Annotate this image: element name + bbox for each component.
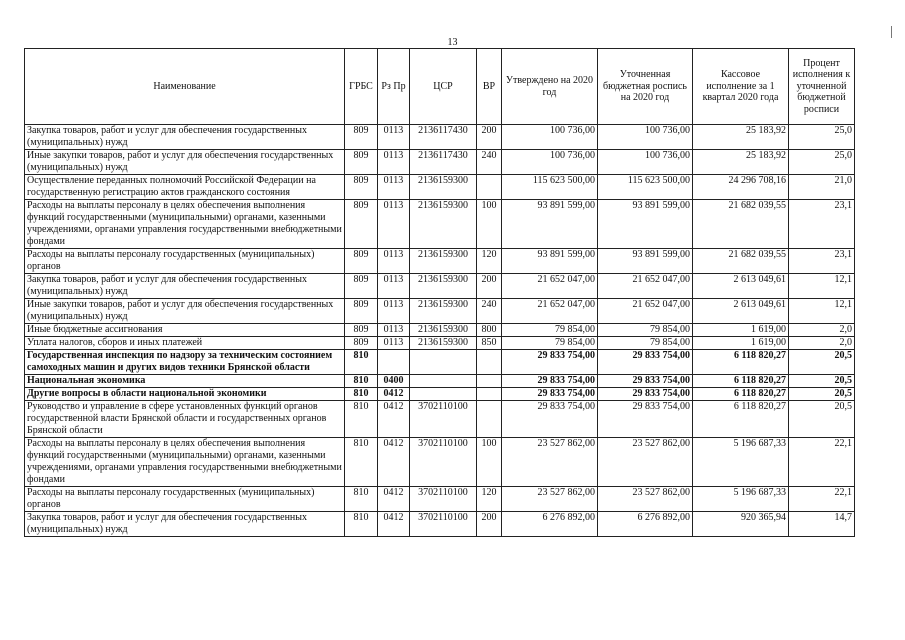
header-approved: Утверждено на 2020 год <box>502 49 598 125</box>
cell-name: Государственная инспекция по надзору за техническим состоянием самоходных машин и других видов техники Брянской области <box>25 350 345 375</box>
cell-vr <box>477 401 502 438</box>
table-row <box>25 388 855 401</box>
cell-name: Закупка товаров, работ и услуг для обеспечения государственных (муниципальных) нужд <box>25 512 345 537</box>
cell-cash: 6 118 820,27 <box>693 388 789 401</box>
cell-rzpr: 0113 <box>378 125 410 150</box>
cell-percent: 22,1 <box>789 438 855 487</box>
table-row <box>25 438 855 487</box>
cell-csr: 3702110100 <box>410 512 477 537</box>
cell-approved: 93 891 599,00 <box>502 249 598 274</box>
cell-rzpr: 0412 <box>378 512 410 537</box>
cell-vr <box>477 375 502 388</box>
cell-percent: 2,0 <box>789 324 855 337</box>
table-row <box>25 401 855 438</box>
cell-csr <box>410 388 477 401</box>
cell-name: Иные закупки товаров, работ и услуг для обеспечения государственных (муниципальных) нужд <box>25 150 345 175</box>
cell-refined: 29 833 754,00 <box>598 401 693 438</box>
cell-vr: 850 <box>477 337 502 350</box>
cell-refined: 23 527 862,00 <box>598 438 693 487</box>
cell-grbs: 809 <box>345 249 378 274</box>
cell-approved: 23 527 862,00 <box>502 438 598 487</box>
cell-rzpr: 0113 <box>378 200 410 249</box>
header-grbs: ГРБС <box>345 49 378 125</box>
cell-vr <box>477 175 502 200</box>
cell-percent: 21,0 <box>789 175 855 200</box>
table-row <box>25 150 855 175</box>
cell-approved: 21 652 047,00 <box>502 274 598 299</box>
table-row <box>25 487 855 512</box>
cell-refined: 21 652 047,00 <box>598 299 693 324</box>
cell-vr <box>477 350 502 375</box>
cell-cash: 6 118 820,27 <box>693 350 789 375</box>
cell-csr: 2136117430 <box>410 125 477 150</box>
cell-vr: 120 <box>477 249 502 274</box>
cell-grbs: 810 <box>345 375 378 388</box>
cell-vr: 100 <box>477 438 502 487</box>
cell-percent: 12,1 <box>789 299 855 324</box>
cell-percent: 25,0 <box>789 125 855 150</box>
cell-name: Закупка товаров, работ и услуг для обеспечения государственных (муниципальных) нужд <box>25 274 345 299</box>
cell-csr: 2136159300 <box>410 299 477 324</box>
cell-csr: 2136159300 <box>410 337 477 350</box>
cell-refined: 29 833 754,00 <box>598 388 693 401</box>
page-number: 13 <box>447 37 458 48</box>
cell-cash: 1 619,00 <box>693 337 789 350</box>
cell-vr: 200 <box>477 125 502 150</box>
cell-rzpr: 0113 <box>378 337 410 350</box>
cell-rzpr: 0113 <box>378 274 410 299</box>
cell-refined: 29 833 754,00 <box>598 375 693 388</box>
cell-approved: 29 833 754,00 <box>502 388 598 401</box>
cell-refined: 21 652 047,00 <box>598 274 693 299</box>
cell-vr: 200 <box>477 512 502 537</box>
header-refined: Уточненная бюджетная роспись на 2020 год <box>598 49 693 125</box>
table-row <box>25 337 855 350</box>
cell-rzpr: 0412 <box>378 438 410 487</box>
cell-rzpr: 0412 <box>378 401 410 438</box>
cell-grbs: 810 <box>345 438 378 487</box>
cell-approved: 29 833 754,00 <box>502 350 598 375</box>
table-row <box>25 324 855 337</box>
cell-approved: 79 854,00 <box>502 337 598 350</box>
cell-rzpr: 0113 <box>378 150 410 175</box>
cell-grbs: 809 <box>345 125 378 150</box>
cell-cash: 21 682 039,55 <box>693 249 789 274</box>
cell-cash: 2 613 049,61 <box>693 274 789 299</box>
cell-grbs: 809 <box>345 299 378 324</box>
cell-cash: 21 682 039,55 <box>693 200 789 249</box>
cell-refined: 79 854,00 <box>598 337 693 350</box>
cell-cash: 2 613 049,61 <box>693 299 789 324</box>
cell-rzpr: 0113 <box>378 299 410 324</box>
cell-cash: 25 183,92 <box>693 150 789 175</box>
table-row <box>25 512 855 537</box>
table-row <box>25 350 855 375</box>
cell-approved: 100 736,00 <box>502 150 598 175</box>
cell-name: Другие вопросы в области национальной экономики <box>25 388 345 401</box>
cell-name: Осуществление переданных полномочий Российской Федерации на государственную регистрацию актов гражданского состояния <box>25 175 345 200</box>
cell-refined: 100 736,00 <box>598 125 693 150</box>
cell-name: Расходы на выплаты персоналу государственных (муниципальных) органов <box>25 487 345 512</box>
cell-csr: 3702110100 <box>410 401 477 438</box>
cell-approved: 21 652 047,00 <box>502 299 598 324</box>
cell-cash: 24 296 708,16 <box>693 175 789 200</box>
cell-grbs: 810 <box>345 487 378 512</box>
cell-name: Закупка товаров, работ и услуг для обеспечения государственных (муниципальных) нужд <box>25 125 345 150</box>
cell-percent: 22,1 <box>789 487 855 512</box>
cell-percent: 20,5 <box>789 375 855 388</box>
cell-name: Расходы на выплаты персоналу в целях обеспечения выполнения функций государственными (муниципальными) органами, казенными учреждениями, органами управления государственными внебюджетными фондами <box>25 200 345 249</box>
cell-approved: 6 276 892,00 <box>502 512 598 537</box>
cell-csr: 3702110100 <box>410 438 477 487</box>
cell-csr: 2136159300 <box>410 274 477 299</box>
cell-approved: 29 833 754,00 <box>502 401 598 438</box>
cell-csr: 2136159300 <box>410 324 477 337</box>
header-csr: ЦСР <box>410 49 477 125</box>
cell-cash: 1 619,00 <box>693 324 789 337</box>
cell-approved: 115 623 500,00 <box>502 175 598 200</box>
cell-refined: 79 854,00 <box>598 324 693 337</box>
table-row <box>25 125 855 150</box>
cell-refined: 29 833 754,00 <box>598 350 693 375</box>
header-vr: ВР <box>477 49 502 125</box>
cell-grbs: 809 <box>345 274 378 299</box>
cell-rzpr: 0412 <box>378 388 410 401</box>
cell-grbs: 810 <box>345 401 378 438</box>
cell-rzpr <box>378 350 410 375</box>
cell-vr: 200 <box>477 274 502 299</box>
cell-rzpr: 0113 <box>378 249 410 274</box>
table-row <box>25 299 855 324</box>
cell-cash: 6 118 820,27 <box>693 375 789 388</box>
cell-percent: 2,0 <box>789 337 855 350</box>
cell-grbs: 810 <box>345 388 378 401</box>
cell-csr: 3702110100 <box>410 487 477 512</box>
cell-name: Расходы на выплаты персоналу в целях обеспечения выполнения функций государственными (муниципальными) органами, казенными учреждениями, органами управления государственными внебюджетными фондами <box>25 438 345 487</box>
margin-mark <box>891 26 892 38</box>
cell-rzpr: 0400 <box>378 375 410 388</box>
cell-rzpr: 0113 <box>378 175 410 200</box>
table-row <box>25 249 855 274</box>
cell-name: Расходы на выплаты персоналу государственных (муниципальных) органов <box>25 249 345 274</box>
cell-vr: 120 <box>477 487 502 512</box>
cell-grbs: 810 <box>345 350 378 375</box>
cell-csr: 2136117430 <box>410 150 477 175</box>
cell-name: Иные бюджетные ассигнования <box>25 324 345 337</box>
cell-approved: 79 854,00 <box>502 324 598 337</box>
table-row <box>25 175 855 200</box>
cell-name: Национальная экономика <box>25 375 345 388</box>
table-row <box>25 200 855 249</box>
cell-csr: 2136159300 <box>410 200 477 249</box>
budget-table <box>24 48 855 537</box>
cell-approved: 29 833 754,00 <box>502 375 598 388</box>
cell-percent: 25,0 <box>789 150 855 175</box>
cell-cash: 5 196 687,33 <box>693 438 789 487</box>
header-cash: Кассовое исполнение за 1 квартал 2020 года <box>693 49 789 125</box>
cell-cash: 920 365,94 <box>693 512 789 537</box>
cell-grbs: 810 <box>345 512 378 537</box>
cell-vr: 240 <box>477 299 502 324</box>
cell-approved: 100 736,00 <box>502 125 598 150</box>
cell-refined: 93 891 599,00 <box>598 249 693 274</box>
cell-refined: 23 527 862,00 <box>598 487 693 512</box>
cell-refined: 6 276 892,00 <box>598 512 693 537</box>
cell-grbs: 809 <box>345 150 378 175</box>
cell-name: Руководство и управление в сфере установленных функций органов государственной власти Брянской области и государственных органов Брянской области <box>25 401 345 438</box>
cell-approved: 23 527 862,00 <box>502 487 598 512</box>
cell-refined: 93 891 599,00 <box>598 200 693 249</box>
cell-vr: 240 <box>477 150 502 175</box>
cell-rzpr: 0113 <box>378 324 410 337</box>
cell-percent: 23,1 <box>789 200 855 249</box>
cell-rzpr: 0412 <box>378 487 410 512</box>
cell-percent: 20,5 <box>789 388 855 401</box>
cell-percent: 14,7 <box>789 512 855 537</box>
cell-name: Иные закупки товаров, работ и услуг для обеспечения государственных (муниципальных) нужд <box>25 299 345 324</box>
cell-csr: 2136159300 <box>410 249 477 274</box>
cell-grbs: 809 <box>345 175 378 200</box>
cell-grbs: 809 <box>345 324 378 337</box>
cell-cash: 25 183,92 <box>693 125 789 150</box>
cell-csr: 2136159300 <box>410 175 477 200</box>
header-name: Наименование <box>25 49 345 125</box>
cell-vr <box>477 388 502 401</box>
cell-percent: 23,1 <box>789 249 855 274</box>
cell-cash: 6 118 820,27 <box>693 401 789 438</box>
cell-cash: 5 196 687,33 <box>693 487 789 512</box>
cell-grbs: 809 <box>345 200 378 249</box>
cell-refined: 115 623 500,00 <box>598 175 693 200</box>
cell-csr <box>410 375 477 388</box>
cell-percent: 20,5 <box>789 401 855 438</box>
cell-percent: 12,1 <box>789 274 855 299</box>
table-row <box>25 375 855 388</box>
cell-csr <box>410 350 477 375</box>
cell-refined: 100 736,00 <box>598 150 693 175</box>
cell-vr: 100 <box>477 200 502 249</box>
cell-vr: 800 <box>477 324 502 337</box>
header-rzpr: Рз Пр <box>378 49 410 125</box>
cell-grbs: 809 <box>345 337 378 350</box>
cell-approved: 93 891 599,00 <box>502 200 598 249</box>
cell-name: Уплата налогов, сборов и иных платежей <box>25 337 345 350</box>
table-row <box>25 274 855 299</box>
header-percent: Процент исполнения к уточненной бюджетной росписи <box>789 49 855 125</box>
cell-percent: 20,5 <box>789 350 855 375</box>
header-row <box>25 49 855 125</box>
